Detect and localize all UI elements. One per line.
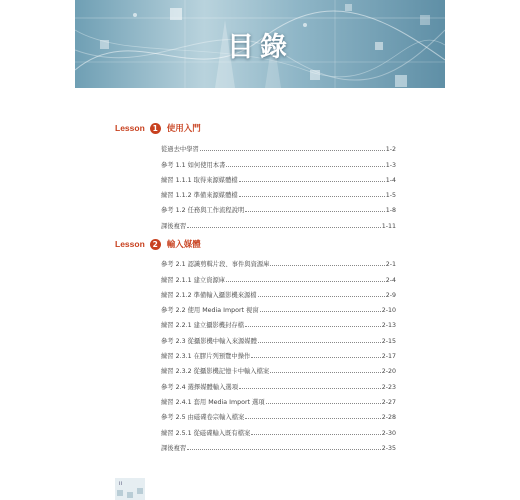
toc-entry-page: 2-1 xyxy=(385,261,396,269)
toc-entry-page: 2-27 xyxy=(381,398,396,406)
dot-leader xyxy=(251,357,380,358)
dot-leader xyxy=(270,372,381,373)
dot-leader xyxy=(258,342,381,343)
lesson-number-badge: 1 xyxy=(150,123,161,134)
dot-leader xyxy=(239,388,381,389)
toc-entry[interactable] xyxy=(161,375,396,390)
toc-entry-page: 2-10 xyxy=(381,307,396,315)
toc-entry[interactable] xyxy=(161,329,396,344)
toc-list-lesson-1 xyxy=(161,138,396,230)
toc-entry-page: 1-5 xyxy=(385,192,396,200)
page-number: ii xyxy=(119,481,123,487)
toc-entry-text: 練習 2.2.1 建立攝影機封存檔 xyxy=(161,322,244,330)
lesson-label: Lesson xyxy=(115,239,145,249)
toc-entry-text: 從過去中學習 xyxy=(161,146,199,154)
toc-entry-text: 課後複習 xyxy=(161,444,187,452)
toc-entry-text: 練習 1.1.2 準備來源媒體檔 xyxy=(161,192,238,200)
dot-leader xyxy=(239,196,385,197)
toc-entry-text: 練習 2.3.2 從攝影機記憶卡中輸入檔案 xyxy=(161,368,270,376)
toc-entry[interactable] xyxy=(161,253,396,268)
header-banner xyxy=(75,0,445,88)
toc-entry-text: 練習 2.4.1 套用 Media Import 選項 xyxy=(161,398,265,406)
toc-entry[interactable] xyxy=(161,314,396,329)
lesson-label: Lesson xyxy=(115,123,145,133)
dot-leader xyxy=(245,326,381,327)
toc-entry-page: 1-4 xyxy=(385,176,396,184)
footer-square xyxy=(137,488,143,494)
lesson-title: 使用入門 xyxy=(166,124,201,134)
toc-entry-page: 1-8 xyxy=(385,207,396,215)
lesson-heading-1 xyxy=(115,121,201,135)
toc-entry-page: 1-11 xyxy=(381,222,396,230)
toc-entry[interactable] xyxy=(161,284,396,299)
toc-entry-page: 2-13 xyxy=(381,322,396,330)
toc-entry-text: 練習 1.1.1 取得來源媒體檔 xyxy=(161,176,238,184)
toc-entry-text: 練習 2.5.1 從磁碟輸入既有檔案 xyxy=(161,429,251,437)
toc-entry-page: 2-20 xyxy=(381,368,396,376)
toc-entry-page: 1-3 xyxy=(385,161,396,169)
footer-square xyxy=(117,490,123,496)
lesson-title: 輸入媒體 xyxy=(166,240,201,250)
dot-leader xyxy=(260,311,381,312)
toc-entry[interactable] xyxy=(161,421,396,436)
toc-entry-page: 2-23 xyxy=(381,383,396,391)
dot-leader xyxy=(239,181,385,182)
toc-entry-text: 參考 1.1 如何使用本書 xyxy=(161,161,226,169)
dot-leader xyxy=(187,227,381,228)
toc-list-lesson-2 xyxy=(161,253,396,452)
toc-entry[interactable] xyxy=(161,437,396,452)
dot-leader xyxy=(258,296,385,297)
toc-entry-text: 參考 2.5 由磁碟卷宗輸入檔案 xyxy=(161,414,245,422)
toc-entry-text: 練習 2.1.2 準備輸入攝影機來源檔 xyxy=(161,291,257,299)
dot-leader xyxy=(200,150,385,151)
toc-entry[interactable] xyxy=(161,199,396,214)
toc-entry-page: 2-17 xyxy=(381,353,396,361)
toc-entry-page: 1-2 xyxy=(385,146,396,154)
toc-entry-text: 參考 2.1 認識剪輯片段、事件與資源庫 xyxy=(161,261,270,269)
toc-entry[interactable] xyxy=(161,184,396,199)
toc-entry-page: 2-4 xyxy=(385,276,396,284)
toc-entry-text: 參考 2.4 選擇媒體輸入選項 xyxy=(161,383,238,391)
dot-leader xyxy=(270,265,384,266)
toc-entry-page: 2-30 xyxy=(381,429,396,437)
toc-entry-page: 2-15 xyxy=(381,337,396,345)
lesson-number-badge: 2 xyxy=(150,239,161,250)
page-title: 目錄 xyxy=(227,31,293,63)
toc-entry-page: 2-35 xyxy=(381,444,396,452)
toc-entry[interactable] xyxy=(161,169,396,184)
toc-entry[interactable] xyxy=(161,268,396,283)
dot-leader xyxy=(226,166,384,167)
lesson-heading-2 xyxy=(115,237,201,251)
dot-leader xyxy=(226,281,385,282)
toc-entry-text: 參考 2.2 使用 Media Import 視窗 xyxy=(161,307,259,315)
toc-entry-page: 2-9 xyxy=(385,291,396,299)
toc-entry[interactable] xyxy=(161,406,396,421)
dot-leader xyxy=(245,418,380,419)
toc-entry-text: 參考 2.3 從攝影機中輸入來源媒體 xyxy=(161,337,257,345)
toc-entry-text: 課後複習 xyxy=(161,222,187,230)
toc-entry-page: 2-28 xyxy=(381,414,396,422)
toc-entry[interactable] xyxy=(161,214,396,229)
dot-leader xyxy=(245,211,384,212)
toc-entry[interactable] xyxy=(161,360,396,375)
toc-entry-text: 練習 2.3.1 在膠片列預覽中操作 xyxy=(161,353,251,361)
dot-leader xyxy=(266,403,381,404)
dot-leader xyxy=(251,434,380,435)
toc-entry-text: 參考 1.2 任務與工作流程說明 xyxy=(161,207,245,215)
dot-leader xyxy=(187,449,381,450)
toc-entry-text: 練習 2.1.1 建立資源庫 xyxy=(161,276,226,284)
toc-entry[interactable] xyxy=(161,391,396,406)
toc-entry[interactable] xyxy=(161,153,396,168)
footer-square xyxy=(127,492,133,498)
toc-entry[interactable] xyxy=(161,138,396,153)
toc-entry[interactable] xyxy=(161,299,396,314)
toc-entry[interactable] xyxy=(161,345,396,360)
